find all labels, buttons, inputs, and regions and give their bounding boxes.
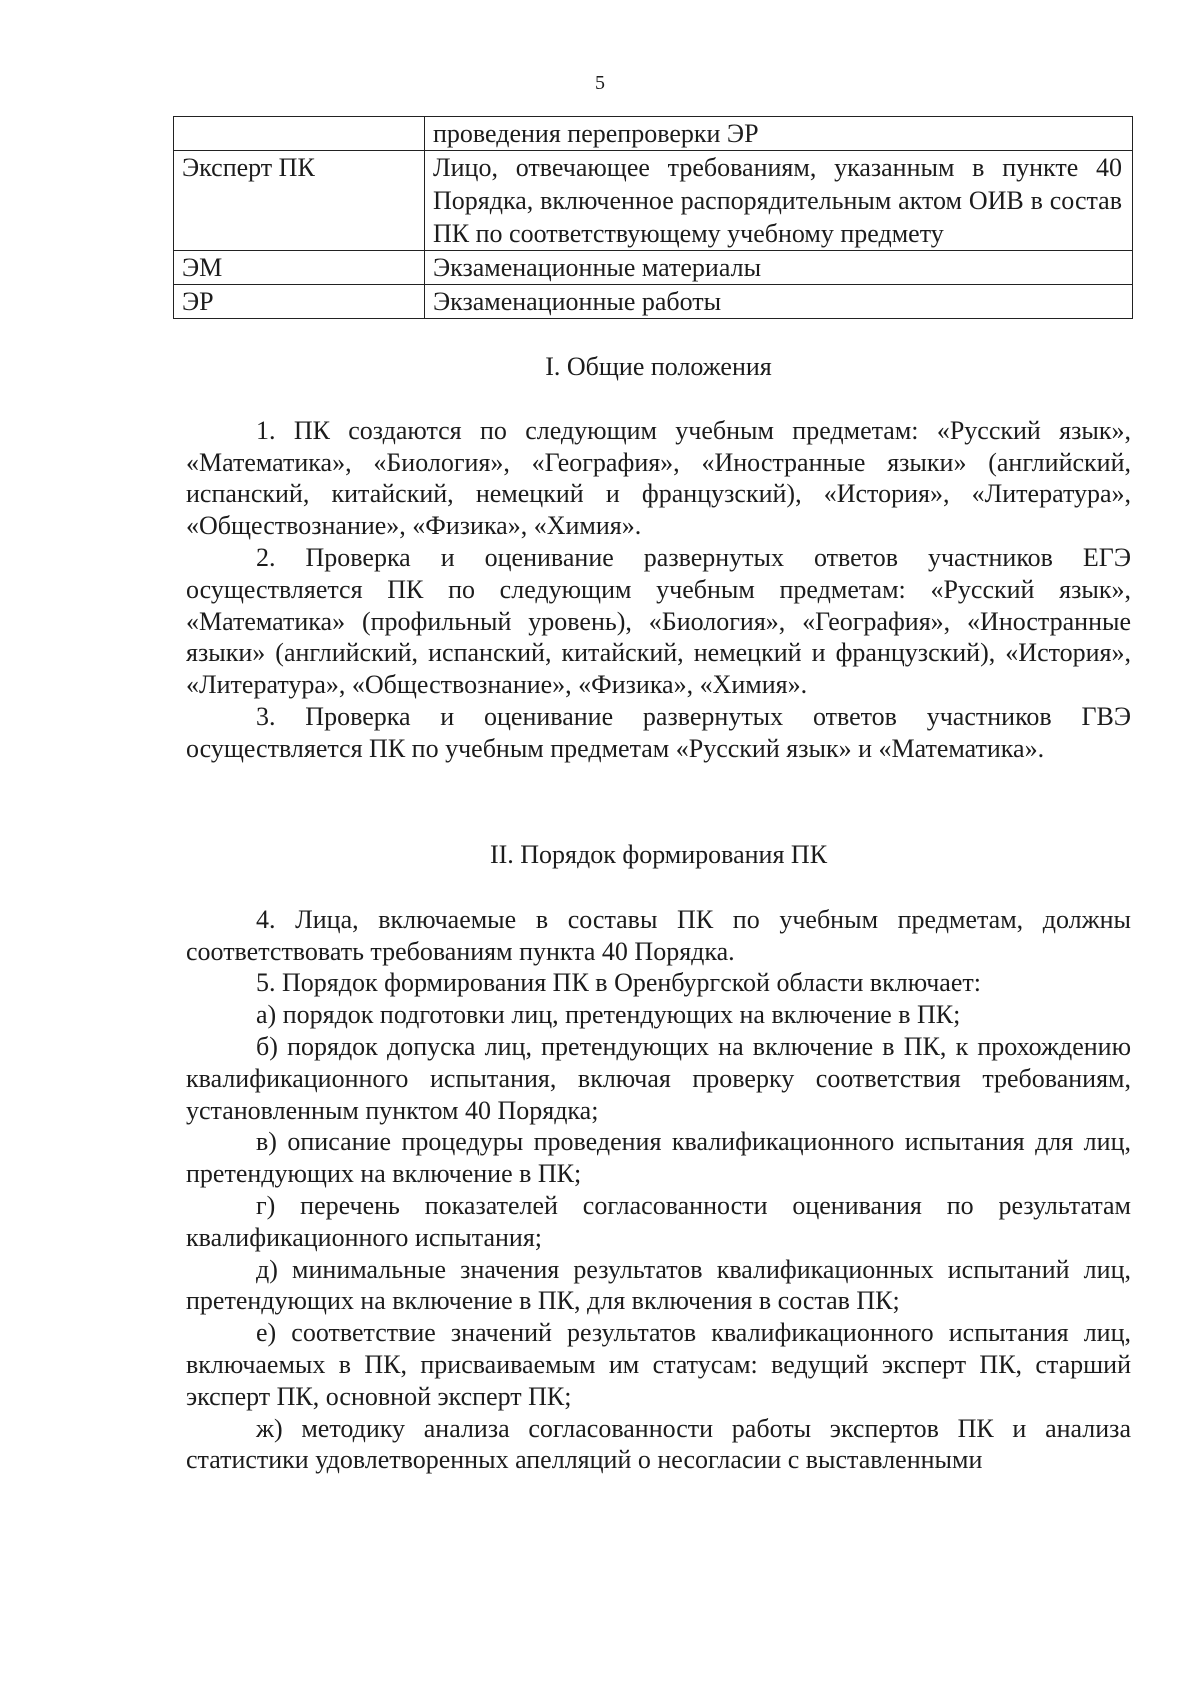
subitem-v: в) описание процедуры проведения квалификационного испытания для лиц, претендующих на включение в ПК; [186,1127,1131,1189]
subitem-d: д) минимальные значения результатов квалификационных испытаний лиц, претендующих на включение в ПК, для включения в состав ПК; [186,1254,1131,1316]
definition-cell: Экзаменационные работы [425,285,1133,319]
paragraph-1: 1. ПК создаются по следующим учебным предметам: «Русский язык», «Математика», «Биология», «География», «Иностранные языки» (английский, испанский, китайский, немецкий и французский), «История», «Литература», «Обществознание», «Физика», «Химия». [186,415,1131,541]
definition-cell: Экзаменационные материалы [425,251,1133,285]
term-cell: Эксперт ПК [174,151,425,251]
paragraph-4: 4. Лица, включаемые в составы ПК по учебным предметам, должны соответствовать требованиям пункта 40 Порядка. [186,904,1131,966]
definition-cell: проведения перепроверки ЭР [425,117,1133,151]
paragraph-2: 2. Проверка и оценивание развернутых ответов участников ЕГЭ осуществляется ПК по следующим учебным предметам: «Русский язык», «Математика» (профильный уровень), «Биология», «География», «Иностранные языки» (английский, испанский, китайский, немецкий и французский), «История», «Литература», «Обществознание», «Физика», «Химия». [186,542,1131,700]
section-formation-procedure [186,839,1131,1476]
section-heading: I. Общие положения [545,352,772,381]
subitem-e: е) соответствие значений результатов квалификационного испытания лиц, включаемых в ПК, присваиваемым им статусам: ведущий эксперт ПК, старший эксперт ПК, основной эксперт ПК; [186,1318,1131,1411]
table-row [174,251,1133,285]
table-row [174,151,1133,251]
paragraph-5: 5. Порядок формирования ПК в Оренбургской области включает: [256,968,981,998]
paragraph-3: 3. Проверка и оценивание развернутых ответов участников ГВЭ осуществляется ПК по учебным предметам «Русский язык» и «Математика». [186,701,1131,763]
table-row [174,117,1133,151]
term-cell [174,117,425,151]
section-general-provisions [186,351,1131,765]
subitem-b: б) порядок допуска лиц, претендующих на включение в ПК, к прохождению квалификационного испытания, включая проверку соответствия требованиям, установленным пунктом 40 Порядка; [186,1031,1131,1125]
table-row [174,285,1133,319]
definition-cell: Лицо, отвечающее требованиям, указанным в пункте 40 Порядка, включенное распорядительным актом ОИВ в состав ПК по соответствующему учебному предмету [425,151,1133,251]
subitem-a: а) порядок подготовки лиц, претендующих на включение в ПК; [256,1000,961,1030]
term-cell: ЭР [174,285,425,319]
subitem-g: г) перечень показателей согласованности оценивания по результатам квалификационного испытания; [186,1190,1131,1252]
subitem-zh: ж) методику анализа согласованности работы экспертов ПК и анализа статистики удовлетворенных апелляций о несогласии с выставленными [186,1413,1131,1475]
definitions-table [173,116,1133,319]
term-cell: ЭМ [174,251,425,285]
section-heading: II. Порядок формирования ПК [489,840,828,869]
page-number: 5 [595,72,605,94]
